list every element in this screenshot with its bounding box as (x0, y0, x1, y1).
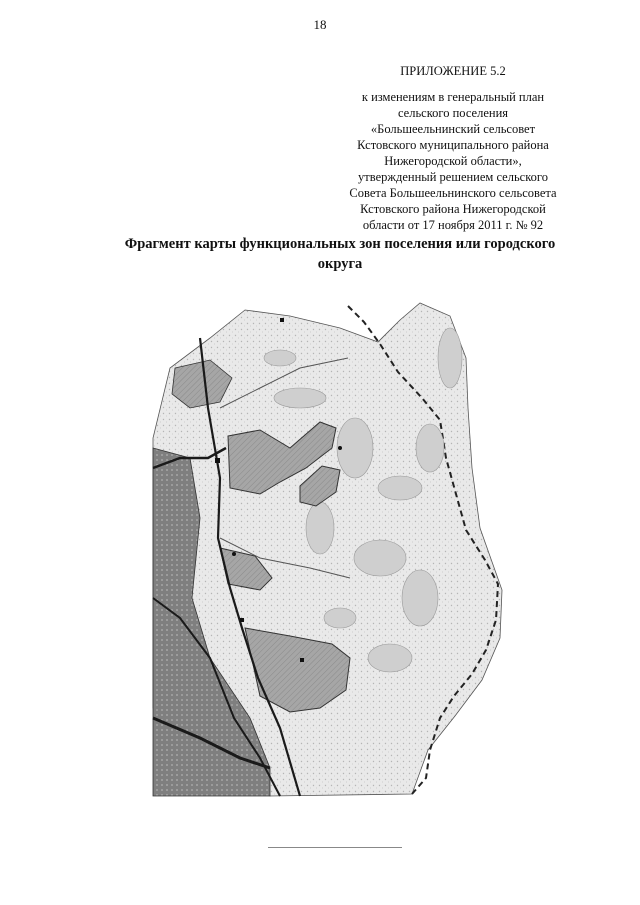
appendix-line: утвержденный решением сельского (358, 170, 548, 184)
appendix-line: Совета Большеельнинского сельсовета (349, 186, 557, 200)
document-title-line-1: Фрагмент карты функциональных зон поселения или городского (124, 236, 556, 252)
appendix-block (318, 63, 588, 233)
footnote-separator (268, 847, 402, 848)
appendix-line: сельского поселения (397, 106, 509, 120)
appendix-line: Нижегородской области», (384, 154, 522, 168)
page-number: 18 (313, 17, 327, 32)
appendix-line: к изменениям в генеральный план (361, 90, 545, 104)
functional-zones-map (150, 298, 530, 800)
appendix-line: «Большеельнинский сельсовет (370, 122, 536, 136)
appendix-line: Кстовского муниципального района (357, 138, 549, 152)
map-figure (150, 298, 530, 800)
appendix-heading: ПРИЛОЖЕНИЕ 5.2 (400, 64, 506, 78)
appendix-line: Кстовского района Нижегородской (360, 202, 546, 216)
document-title (90, 234, 590, 274)
document-title-line-2: округа (317, 256, 363, 272)
appendix-line: области от 17 ноября 2011 г. № 92 (362, 218, 544, 232)
